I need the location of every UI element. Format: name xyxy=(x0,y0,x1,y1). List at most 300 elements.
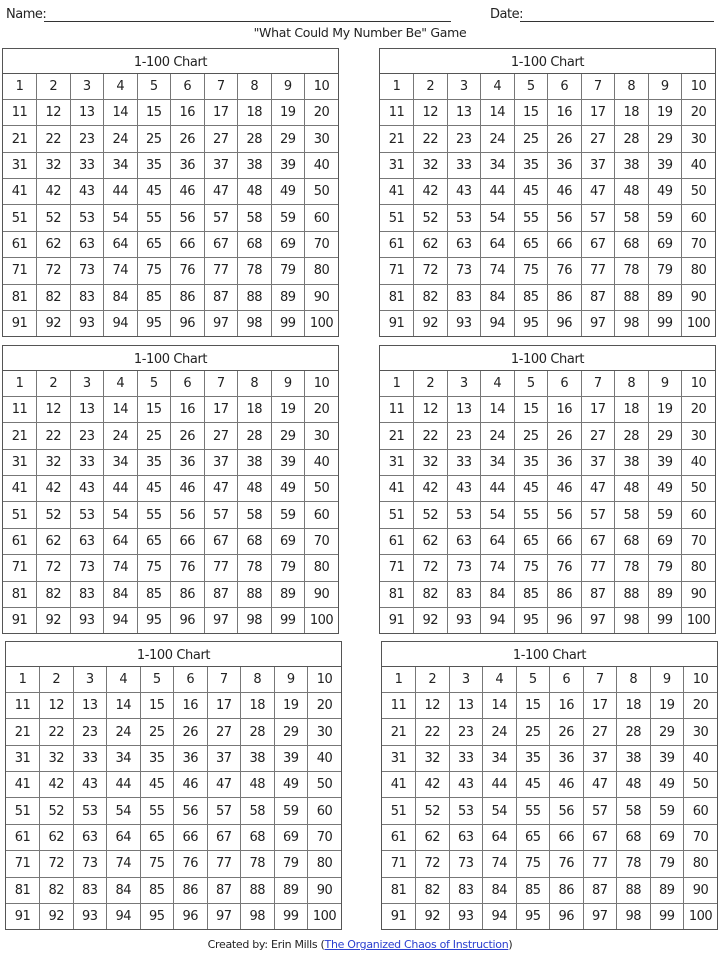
number-cell[interactable]: 37 xyxy=(583,745,617,771)
number-cell[interactable]: 47 xyxy=(583,772,617,798)
number-cell[interactable]: 91 xyxy=(380,310,414,336)
number-cell[interactable]: 86 xyxy=(548,284,582,310)
number-cell[interactable]: 95 xyxy=(514,310,548,336)
number-cell[interactable]: 82 xyxy=(414,581,448,607)
number-cell[interactable]: 46 xyxy=(174,772,208,798)
number-cell[interactable]: 85 xyxy=(514,581,548,607)
number-cell[interactable]: 42 xyxy=(414,179,448,205)
number-cell[interactable]: 31 xyxy=(6,745,40,771)
number-cell[interactable]: 31 xyxy=(3,449,37,475)
number-cell[interactable]: 21 xyxy=(3,423,37,449)
number-cell[interactable]: 67 xyxy=(207,824,241,850)
number-cell[interactable]: 52 xyxy=(37,502,71,528)
number-cell[interactable]: 49 xyxy=(271,476,305,502)
number-cell[interactable]: 75 xyxy=(140,851,174,877)
number-cell[interactable]: 63 xyxy=(70,528,104,554)
number-cell[interactable]: 33 xyxy=(70,449,104,475)
number-cell[interactable]: 61 xyxy=(380,528,414,554)
name-field[interactable] xyxy=(44,21,451,22)
number-cell[interactable]: 66 xyxy=(548,528,582,554)
number-cell[interactable]: 34 xyxy=(107,745,141,771)
number-cell[interactable]: 87 xyxy=(204,581,238,607)
number-cell[interactable]: 66 xyxy=(171,528,205,554)
number-cell[interactable]: 53 xyxy=(70,502,104,528)
number-cell[interactable]: 2 xyxy=(416,667,450,693)
number-cell[interactable]: 77 xyxy=(581,555,615,581)
number-cell[interactable]: 1 xyxy=(382,667,416,693)
number-cell[interactable]: 48 xyxy=(238,179,272,205)
number-cell[interactable]: 59 xyxy=(650,798,684,824)
number-cell[interactable]: 28 xyxy=(238,423,272,449)
number-cell[interactable]: 67 xyxy=(581,231,615,257)
number-cell[interactable]: 83 xyxy=(70,581,104,607)
number-cell[interactable]: 36 xyxy=(548,152,582,178)
number-cell[interactable]: 52 xyxy=(416,798,450,824)
number-cell[interactable]: 55 xyxy=(137,502,171,528)
number-cell[interactable]: 7 xyxy=(583,667,617,693)
number-cell[interactable]: 24 xyxy=(483,719,517,745)
number-cell[interactable]: 91 xyxy=(3,607,37,633)
number-cell[interactable]: 80 xyxy=(684,851,718,877)
date-field[interactable] xyxy=(520,21,714,22)
number-cell[interactable]: 94 xyxy=(104,310,138,336)
number-cell[interactable]: 89 xyxy=(271,581,305,607)
number-cell[interactable]: 71 xyxy=(3,258,37,284)
number-cell[interactable]: 30 xyxy=(684,719,718,745)
number-cell[interactable]: 23 xyxy=(449,719,483,745)
number-cell[interactable]: 34 xyxy=(104,152,138,178)
number-cell[interactable]: 59 xyxy=(271,205,305,231)
number-cell[interactable]: 78 xyxy=(238,555,272,581)
number-cell[interactable]: 25 xyxy=(137,423,171,449)
number-cell[interactable]: 25 xyxy=(516,719,550,745)
number-cell[interactable]: 81 xyxy=(380,581,414,607)
number-cell[interactable]: 93 xyxy=(73,903,107,929)
number-cell[interactable]: 86 xyxy=(174,877,208,903)
number-cell[interactable]: 82 xyxy=(40,877,74,903)
number-cell[interactable]: 90 xyxy=(684,877,718,903)
number-cell[interactable]: 56 xyxy=(548,205,582,231)
number-cell[interactable]: 2 xyxy=(414,371,448,397)
number-cell[interactable]: 23 xyxy=(447,423,481,449)
number-cell[interactable]: 95 xyxy=(137,607,171,633)
number-cell[interactable]: 17 xyxy=(204,100,238,126)
number-cell[interactable]: 3 xyxy=(449,667,483,693)
number-cell[interactable]: 64 xyxy=(483,824,517,850)
number-cell[interactable]: 51 xyxy=(6,798,40,824)
number-cell[interactable]: 97 xyxy=(583,903,617,929)
number-cell[interactable]: 26 xyxy=(550,719,584,745)
number-cell[interactable]: 79 xyxy=(650,851,684,877)
number-cell[interactable]: 48 xyxy=(615,476,649,502)
number-cell[interactable]: 35 xyxy=(137,152,171,178)
number-cell[interactable]: 48 xyxy=(241,772,275,798)
number-cell[interactable]: 63 xyxy=(73,824,107,850)
number-cell[interactable]: 62 xyxy=(37,528,71,554)
number-cell[interactable]: 5 xyxy=(140,667,174,693)
number-cell[interactable]: 50 xyxy=(684,772,718,798)
number-cell[interactable]: 87 xyxy=(207,877,241,903)
number-cell[interactable]: 48 xyxy=(617,772,651,798)
number-cell[interactable]: 37 xyxy=(204,449,238,475)
number-cell[interactable]: 98 xyxy=(238,607,272,633)
number-cell[interactable]: 28 xyxy=(615,423,649,449)
number-cell[interactable]: 20 xyxy=(682,100,716,126)
number-cell[interactable]: 62 xyxy=(37,231,71,257)
number-cell[interactable]: 74 xyxy=(107,851,141,877)
number-cell[interactable]: 17 xyxy=(204,397,238,423)
number-cell[interactable]: 9 xyxy=(648,371,682,397)
number-cell[interactable]: 13 xyxy=(447,100,481,126)
number-cell[interactable]: 7 xyxy=(581,74,615,100)
number-cell[interactable]: 75 xyxy=(514,258,548,284)
number-cell[interactable]: 43 xyxy=(70,179,104,205)
number-cell[interactable]: 51 xyxy=(380,502,414,528)
number-cell[interactable]: 21 xyxy=(3,126,37,152)
number-cell[interactable]: 65 xyxy=(137,231,171,257)
number-cell[interactable]: 37 xyxy=(207,745,241,771)
number-cell[interactable]: 97 xyxy=(204,607,238,633)
number-cell[interactable]: 16 xyxy=(171,397,205,423)
number-cell[interactable]: 86 xyxy=(550,877,584,903)
number-cell[interactable]: 14 xyxy=(481,100,515,126)
number-cell[interactable]: 85 xyxy=(140,877,174,903)
number-cell[interactable]: 46 xyxy=(550,772,584,798)
number-cell[interactable]: 88 xyxy=(238,284,272,310)
number-cell[interactable]: 90 xyxy=(308,877,342,903)
number-cell[interactable]: 32 xyxy=(40,745,74,771)
number-cell[interactable]: 68 xyxy=(238,528,272,554)
number-cell[interactable]: 92 xyxy=(37,310,71,336)
number-cell[interactable]: 61 xyxy=(3,528,37,554)
number-cell[interactable]: 97 xyxy=(204,310,238,336)
number-cell[interactable]: 100 xyxy=(682,607,716,633)
number-cell[interactable]: 58 xyxy=(241,798,275,824)
number-cell[interactable]: 77 xyxy=(204,555,238,581)
number-cell[interactable]: 73 xyxy=(447,258,481,284)
number-cell[interactable]: 94 xyxy=(107,903,141,929)
number-cell[interactable]: 47 xyxy=(204,476,238,502)
number-cell[interactable]: 10 xyxy=(305,371,339,397)
number-cell[interactable]: 50 xyxy=(305,179,339,205)
number-cell[interactable]: 11 xyxy=(382,693,416,719)
number-cell[interactable]: 24 xyxy=(107,719,141,745)
number-cell[interactable]: 25 xyxy=(514,423,548,449)
number-cell[interactable]: 42 xyxy=(37,476,71,502)
number-cell[interactable]: 20 xyxy=(684,693,718,719)
number-cell[interactable]: 31 xyxy=(380,449,414,475)
number-cell[interactable]: 4 xyxy=(104,371,138,397)
number-cell[interactable]: 96 xyxy=(171,607,205,633)
number-cell[interactable]: 18 xyxy=(238,100,272,126)
number-cell[interactable]: 76 xyxy=(548,555,582,581)
number-cell[interactable]: 19 xyxy=(274,693,308,719)
number-cell[interactable]: 8 xyxy=(241,667,275,693)
number-cell[interactable]: 17 xyxy=(583,693,617,719)
number-cell[interactable]: 14 xyxy=(483,693,517,719)
number-cell[interactable]: 69 xyxy=(648,231,682,257)
number-cell[interactable]: 54 xyxy=(481,205,515,231)
number-cell[interactable]: 51 xyxy=(380,205,414,231)
number-cell[interactable]: 61 xyxy=(380,231,414,257)
number-cell[interactable]: 60 xyxy=(308,798,342,824)
number-cell[interactable]: 17 xyxy=(207,693,241,719)
number-cell[interactable]: 98 xyxy=(241,903,275,929)
number-cell[interactable]: 73 xyxy=(73,851,107,877)
number-cell[interactable]: 41 xyxy=(380,476,414,502)
number-cell[interactable]: 99 xyxy=(648,310,682,336)
number-cell[interactable]: 65 xyxy=(516,824,550,850)
number-cell[interactable]: 45 xyxy=(137,476,171,502)
number-cell[interactable]: 94 xyxy=(481,607,515,633)
number-cell[interactable]: 90 xyxy=(682,284,716,310)
number-cell[interactable]: 22 xyxy=(37,126,71,152)
number-cell[interactable]: 78 xyxy=(238,258,272,284)
number-cell[interactable]: 13 xyxy=(447,397,481,423)
number-cell[interactable]: 55 xyxy=(516,798,550,824)
number-cell[interactable]: 84 xyxy=(104,284,138,310)
number-cell[interactable]: 96 xyxy=(548,310,582,336)
number-cell[interactable]: 99 xyxy=(271,310,305,336)
number-cell[interactable]: 26 xyxy=(171,126,205,152)
number-cell[interactable]: 16 xyxy=(174,693,208,719)
number-cell[interactable]: 35 xyxy=(514,449,548,475)
number-cell[interactable]: 40 xyxy=(305,449,339,475)
number-cell[interactable]: 57 xyxy=(581,205,615,231)
number-cell[interactable]: 41 xyxy=(6,772,40,798)
number-cell[interactable]: 13 xyxy=(70,100,104,126)
number-cell[interactable]: 1 xyxy=(380,371,414,397)
number-cell[interactable]: 41 xyxy=(3,179,37,205)
number-cell[interactable]: 19 xyxy=(648,397,682,423)
number-cell[interactable]: 43 xyxy=(449,772,483,798)
number-cell[interactable]: 35 xyxy=(137,449,171,475)
number-cell[interactable]: 77 xyxy=(204,258,238,284)
number-cell[interactable]: 30 xyxy=(682,423,716,449)
number-cell[interactable]: 57 xyxy=(583,798,617,824)
number-cell[interactable]: 55 xyxy=(514,502,548,528)
number-cell[interactable]: 45 xyxy=(514,179,548,205)
number-cell[interactable]: 48 xyxy=(238,476,272,502)
number-cell[interactable]: 37 xyxy=(581,449,615,475)
number-cell[interactable]: 19 xyxy=(271,397,305,423)
number-cell[interactable]: 11 xyxy=(3,100,37,126)
number-cell[interactable]: 99 xyxy=(271,607,305,633)
number-cell[interactable]: 15 xyxy=(137,100,171,126)
number-cell[interactable]: 22 xyxy=(414,126,448,152)
number-cell[interactable]: 96 xyxy=(550,903,584,929)
number-cell[interactable]: 81 xyxy=(6,877,40,903)
number-cell[interactable]: 1 xyxy=(3,74,37,100)
number-cell[interactable]: 92 xyxy=(416,903,450,929)
number-cell[interactable]: 76 xyxy=(171,555,205,581)
number-cell[interactable]: 34 xyxy=(481,449,515,475)
number-cell[interactable]: 61 xyxy=(3,231,37,257)
number-cell[interactable]: 39 xyxy=(650,745,684,771)
number-cell[interactable]: 46 xyxy=(171,179,205,205)
number-cell[interactable]: 83 xyxy=(449,877,483,903)
number-cell[interactable]: 36 xyxy=(174,745,208,771)
number-cell[interactable]: 62 xyxy=(414,528,448,554)
number-cell[interactable]: 83 xyxy=(447,284,481,310)
number-cell[interactable]: 92 xyxy=(414,310,448,336)
number-cell[interactable]: 89 xyxy=(271,284,305,310)
number-cell[interactable]: 36 xyxy=(548,449,582,475)
number-cell[interactable]: 10 xyxy=(682,74,716,100)
number-cell[interactable]: 6 xyxy=(171,371,205,397)
number-cell[interactable]: 87 xyxy=(581,284,615,310)
number-cell[interactable]: 68 xyxy=(241,824,275,850)
number-cell[interactable]: 90 xyxy=(682,581,716,607)
number-cell[interactable]: 3 xyxy=(70,371,104,397)
number-cell[interactable]: 44 xyxy=(481,179,515,205)
number-cell[interactable]: 98 xyxy=(617,903,651,929)
number-cell[interactable]: 19 xyxy=(271,100,305,126)
number-cell[interactable]: 74 xyxy=(481,258,515,284)
number-cell[interactable]: 8 xyxy=(615,74,649,100)
number-cell[interactable]: 87 xyxy=(581,581,615,607)
number-cell[interactable]: 41 xyxy=(380,179,414,205)
number-cell[interactable]: 95 xyxy=(514,607,548,633)
number-cell[interactable]: 2 xyxy=(40,667,74,693)
number-cell[interactable]: 27 xyxy=(204,423,238,449)
number-cell[interactable]: 44 xyxy=(107,772,141,798)
number-cell[interactable]: 4 xyxy=(104,74,138,100)
number-cell[interactable]: 43 xyxy=(73,772,107,798)
number-cell[interactable]: 46 xyxy=(548,179,582,205)
number-cell[interactable]: 71 xyxy=(6,851,40,877)
number-cell[interactable]: 70 xyxy=(682,231,716,257)
number-cell[interactable]: 37 xyxy=(204,152,238,178)
number-cell[interactable]: 26 xyxy=(548,126,582,152)
number-cell[interactable]: 62 xyxy=(40,824,74,850)
number-cell[interactable]: 18 xyxy=(241,693,275,719)
number-cell[interactable]: 85 xyxy=(137,284,171,310)
number-cell[interactable]: 53 xyxy=(449,798,483,824)
number-cell[interactable]: 72 xyxy=(37,555,71,581)
number-cell[interactable]: 83 xyxy=(73,877,107,903)
number-cell[interactable]: 85 xyxy=(516,877,550,903)
number-cell[interactable]: 5 xyxy=(514,371,548,397)
number-cell[interactable]: 71 xyxy=(382,851,416,877)
number-cell[interactable]: 23 xyxy=(73,719,107,745)
number-cell[interactable]: 25 xyxy=(514,126,548,152)
number-cell[interactable]: 22 xyxy=(416,719,450,745)
number-cell[interactable]: 80 xyxy=(305,258,339,284)
number-cell[interactable]: 9 xyxy=(650,667,684,693)
number-cell[interactable]: 62 xyxy=(414,231,448,257)
number-cell[interactable]: 9 xyxy=(648,74,682,100)
number-cell[interactable]: 53 xyxy=(70,205,104,231)
number-cell[interactable]: 88 xyxy=(615,284,649,310)
number-cell[interactable]: 81 xyxy=(3,284,37,310)
number-cell[interactable]: 57 xyxy=(204,205,238,231)
number-cell[interactable]: 57 xyxy=(207,798,241,824)
number-cell[interactable]: 43 xyxy=(447,179,481,205)
number-cell[interactable]: 79 xyxy=(648,555,682,581)
number-cell[interactable]: 21 xyxy=(380,423,414,449)
number-cell[interactable]: 74 xyxy=(483,851,517,877)
number-cell[interactable]: 26 xyxy=(548,423,582,449)
number-cell[interactable]: 64 xyxy=(104,231,138,257)
number-cell[interactable]: 43 xyxy=(70,476,104,502)
number-cell[interactable]: 26 xyxy=(171,423,205,449)
number-cell[interactable]: 47 xyxy=(207,772,241,798)
number-cell[interactable]: 55 xyxy=(140,798,174,824)
number-cell[interactable]: 60 xyxy=(305,502,339,528)
number-cell[interactable]: 39 xyxy=(274,745,308,771)
number-cell[interactable]: 34 xyxy=(104,449,138,475)
number-cell[interactable]: 8 xyxy=(615,371,649,397)
number-cell[interactable]: 33 xyxy=(447,152,481,178)
number-cell[interactable]: 40 xyxy=(682,449,716,475)
number-cell[interactable]: 14 xyxy=(481,397,515,423)
number-cell[interactable]: 93 xyxy=(447,607,481,633)
number-cell[interactable]: 78 xyxy=(241,851,275,877)
number-cell[interactable]: 92 xyxy=(40,903,74,929)
number-cell[interactable]: 95 xyxy=(516,903,550,929)
number-cell[interactable]: 88 xyxy=(241,877,275,903)
number-cell[interactable]: 45 xyxy=(137,179,171,205)
number-cell[interactable]: 98 xyxy=(238,310,272,336)
number-cell[interactable]: 65 xyxy=(140,824,174,850)
number-cell[interactable]: 6 xyxy=(174,667,208,693)
number-cell[interactable]: 70 xyxy=(305,231,339,257)
number-cell[interactable]: 93 xyxy=(70,607,104,633)
number-cell[interactable]: 42 xyxy=(416,772,450,798)
number-cell[interactable]: 49 xyxy=(648,179,682,205)
number-cell[interactable]: 100 xyxy=(305,310,339,336)
number-cell[interactable]: 43 xyxy=(447,476,481,502)
number-cell[interactable]: 3 xyxy=(447,74,481,100)
number-cell[interactable]: 86 xyxy=(171,284,205,310)
number-cell[interactable]: 92 xyxy=(37,607,71,633)
number-cell[interactable]: 83 xyxy=(70,284,104,310)
number-cell[interactable]: 35 xyxy=(514,152,548,178)
number-cell[interactable]: 75 xyxy=(514,555,548,581)
number-cell[interactable]: 55 xyxy=(137,205,171,231)
number-cell[interactable]: 40 xyxy=(305,152,339,178)
number-cell[interactable]: 8 xyxy=(617,667,651,693)
number-cell[interactable]: 47 xyxy=(581,476,615,502)
number-cell[interactable]: 83 xyxy=(447,581,481,607)
number-cell[interactable]: 32 xyxy=(414,449,448,475)
number-cell[interactable]: 74 xyxy=(481,555,515,581)
number-cell[interactable]: 71 xyxy=(3,555,37,581)
number-cell[interactable]: 66 xyxy=(548,231,582,257)
number-cell[interactable]: 93 xyxy=(447,310,481,336)
number-cell[interactable]: 36 xyxy=(171,152,205,178)
number-cell[interactable]: 14 xyxy=(104,100,138,126)
number-cell[interactable]: 52 xyxy=(40,798,74,824)
number-cell[interactable]: 28 xyxy=(241,719,275,745)
number-cell[interactable]: 66 xyxy=(171,231,205,257)
number-cell[interactable]: 15 xyxy=(516,693,550,719)
number-cell[interactable]: 58 xyxy=(615,205,649,231)
number-cell[interactable]: 42 xyxy=(40,772,74,798)
number-cell[interactable]: 51 xyxy=(3,205,37,231)
number-cell[interactable]: 41 xyxy=(382,772,416,798)
number-cell[interactable]: 58 xyxy=(617,798,651,824)
number-cell[interactable]: 10 xyxy=(308,667,342,693)
number-cell[interactable]: 74 xyxy=(104,258,138,284)
number-cell[interactable]: 89 xyxy=(648,284,682,310)
number-cell[interactable]: 69 xyxy=(274,824,308,850)
number-cell[interactable]: 56 xyxy=(174,798,208,824)
number-cell[interactable]: 5 xyxy=(516,667,550,693)
footer-link[interactable]: The Organized Chaos of Instruction xyxy=(324,938,509,951)
number-cell[interactable]: 97 xyxy=(581,607,615,633)
